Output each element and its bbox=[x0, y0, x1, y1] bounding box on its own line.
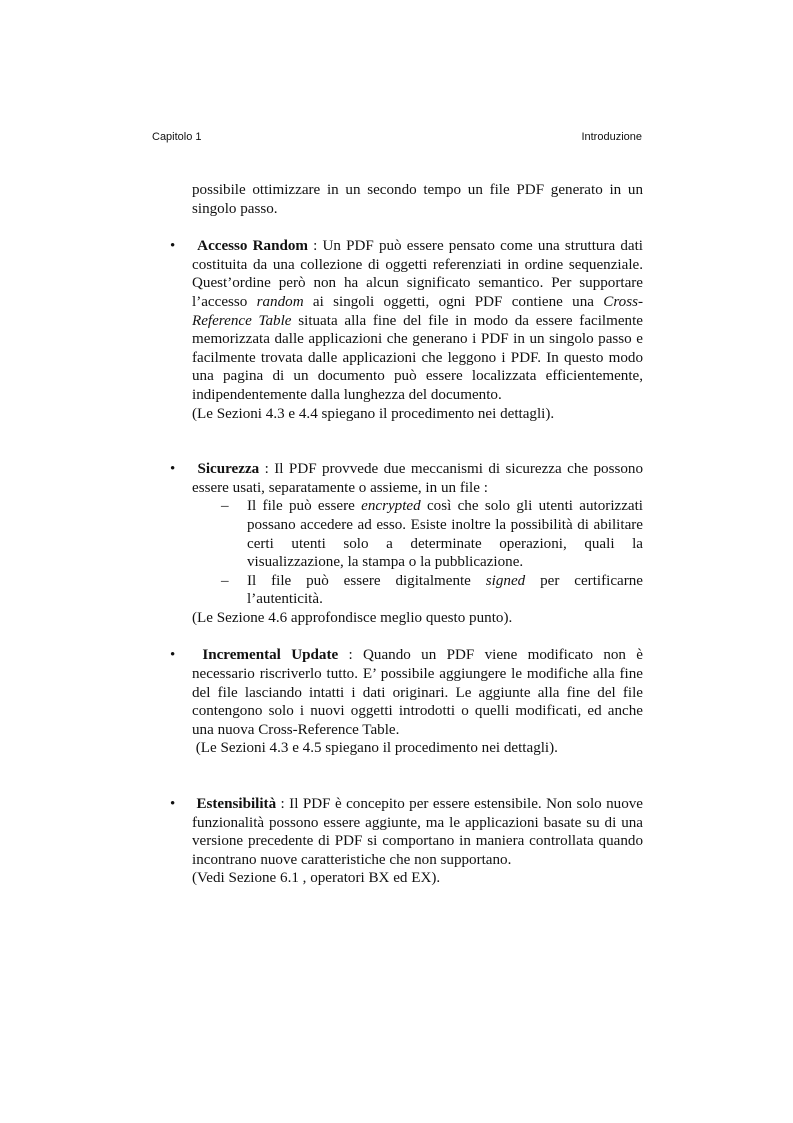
list-item-estensibilita bbox=[170, 795, 643, 888]
accesso-title: Accesso Random bbox=[197, 238, 308, 255]
bullet-icon: • bbox=[170, 796, 176, 813]
list-item-incremental-update bbox=[170, 646, 643, 758]
incremental-title: Incremental Update bbox=[202, 647, 339, 664]
sicurezza-note: (Le Sezione 4.6 approfondisce meglio questo punto). bbox=[192, 609, 513, 626]
list-item-accesso-random bbox=[170, 237, 644, 423]
page-body bbox=[170, 181, 644, 888]
sicurezza-paragraph: Sicurezza : Il PDF provvede due meccanismi di sicurezza che possono essere usati, separatamente o assieme, in un file : bbox=[192, 461, 643, 496]
sicurezza-title: Sicurezza bbox=[197, 461, 260, 478]
sicurezza-subitem-signed: – Il file può essere digitalmente signed per certificarne l’autenticità. bbox=[221, 572, 643, 608]
incremental-paragraph: Incremental Update : Quando un PDF viene modificato non è necessario riscriverlo tutto. E’ possibile aggiungere le modifiche alla fine del file lasciando intatti i dati originari. Le aggiunte alla fine del file contengono solo i nuovi oggetti introdotti o quelli modificati, ed anche una nuova Cross-Reference Table. bbox=[192, 647, 643, 738]
estensibilita-note: (Vedi Sezione 6.1 , operatori BX ed EX). bbox=[192, 870, 441, 887]
sicurezza-subitem-encrypted: – Il file può essere encrypted così che solo gli utenti autorizzati possano accedere ad esso. Esiste inoltre la possibilità di abilitare certi utenti solo a determinate operazioni, quali la visualizzazione, la stampa o la pubblicazione. bbox=[221, 498, 643, 571]
estensibilita-paragraph: Estensibilità : Il PDF è concepito per essere estensibile. Non solo nuove funzionalità possono essere aggiunte, ma le applicazioni basate su di una versione precedente di PDF si comportano in maniera controllata quando incontrano nuove caratteristiche che non supportano. bbox=[192, 796, 643, 868]
section-label: Introduzione bbox=[581, 131, 642, 143]
list-item-sicurezza bbox=[170, 460, 643, 627]
estensibilita-title: Estensibilità bbox=[196, 796, 277, 813]
intro-paragraph: possibile ottimizzare in un secondo tempo un file PDF generato in un singolo passo. bbox=[192, 182, 643, 217]
bullet-icon: • bbox=[170, 238, 176, 255]
dash-icon: – bbox=[221, 572, 229, 589]
accesso-note: (Le Sezioni 4.3 e 4.4 spiegano il procedimento nei dettagli). bbox=[192, 405, 555, 422]
bullet-icon: • bbox=[170, 461, 176, 478]
incremental-note: (Le Sezioni 4.3 e 4.5 spiegano il procedimento nei dettagli). bbox=[195, 740, 558, 757]
chapter-label: Capitolo 1 bbox=[152, 131, 202, 143]
accesso-paragraph: Accesso Random : Un PDF può essere pensato come una struttura dati costituita da una collezione di oggetti referenziati in ordine sequenziale. Quest’ordine però non ha alcun significato semantico. Per supportare l’accesso random ai singoli oggetti, ogni PDF contiene una Cross-Reference Table situata alla fine del file in modo da essere facilmente memorizzata dalle applicazioni che generano i PDF in un singolo passo e facilmente trovata dalle applicazioni che leggono i PDF. In questo modo una pagina di un documento può essere localizzata efficientemente, indipendentemente dalla lunghezza del documento. bbox=[192, 238, 644, 403]
dash-icon: – bbox=[221, 498, 229, 515]
bullet-icon: • bbox=[170, 647, 176, 664]
